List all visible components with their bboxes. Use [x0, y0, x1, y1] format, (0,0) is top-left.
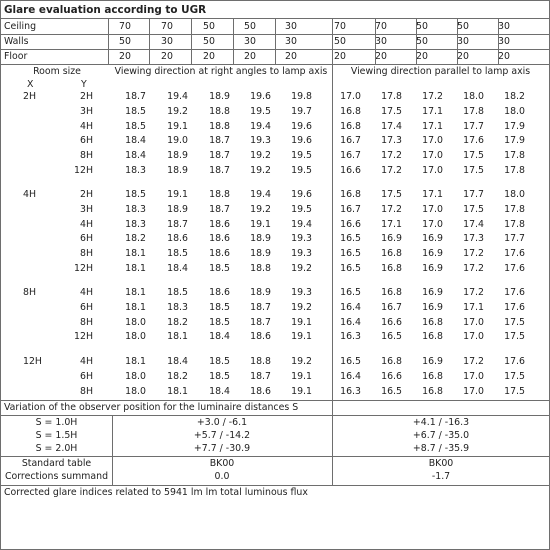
standard-table-label: Standard table — [21, 458, 92, 469]
reflectance-value: 50 — [119, 36, 131, 47]
corrections-perpendicular: 0.0 — [214, 471, 230, 482]
ugr-value-parallel: 16.4 — [340, 370, 361, 382]
room-y-label: 4H — [79, 356, 93, 367]
ugr-value-parallel: 17.8 — [504, 150, 525, 162]
ugr-value-perpendicular: 18.0 — [125, 370, 146, 382]
ugr-value-parallel: 18.2 — [504, 91, 525, 102]
ugr-value-perpendicular: 18.0 — [125, 331, 146, 343]
ugr-value-perpendicular: 18.2 — [167, 370, 188, 382]
standard-table-perpendicular: BK00 — [209, 458, 235, 469]
ugr-value-perpendicular: 18.2 — [167, 316, 188, 328]
ugr-value-parallel: 16.6 — [381, 370, 402, 382]
ugr-value-parallel: 17.2 — [463, 248, 484, 260]
reflectance-label: Floor — [4, 51, 28, 62]
ugr-value-parallel: 18.0 — [463, 91, 484, 102]
ugr-value-perpendicular: 19.4 — [250, 120, 271, 132]
ugr-value-parallel: 16.9 — [422, 301, 443, 313]
ugr-value-parallel: 17.6 — [504, 248, 525, 260]
ugr-value-perpendicular: 18.8 — [209, 120, 230, 132]
ugr-value-parallel: 17.7 — [463, 189, 484, 200]
ugr-value-perpendicular: 18.5 — [209, 316, 230, 328]
ugr-value-parallel: 17.1 — [381, 218, 402, 230]
ugr-value-perpendicular: 18.5 — [209, 356, 230, 367]
ugr-value-parallel: 16.8 — [422, 316, 443, 328]
ugr-value-perpendicular: 18.7 — [209, 203, 230, 215]
ugr-value-perpendicular: 18.8 — [250, 356, 271, 367]
room-y-label: 6H — [79, 301, 93, 313]
reflectance-value: 20 — [203, 51, 215, 62]
ugr-value-perpendicular: 18.3 — [167, 301, 188, 313]
ugr-value-parallel: 17.8 — [504, 218, 525, 230]
ugr-value-parallel: 17.0 — [340, 91, 361, 102]
ugr-value-parallel: 16.5 — [381, 385, 402, 397]
ugr-value-parallel: 16.3 — [340, 331, 361, 343]
standard-table-parallel: BK00 — [428, 458, 454, 469]
ugr-value-perpendicular: 19.6 — [291, 120, 312, 132]
reflectance-value: 20 — [334, 51, 346, 62]
ugr-value-parallel: 17.5 — [504, 385, 525, 397]
ugr-value-parallel: 17.8 — [463, 105, 484, 117]
ugr-value-perpendicular: 19.3 — [291, 233, 312, 245]
ugr-value-perpendicular: 19.2 — [291, 356, 312, 367]
ugr-value-parallel: 17.9 — [504, 135, 525, 147]
ugr-value-perpendicular: 19.6 — [291, 189, 312, 200]
ugr-value-perpendicular: 18.9 — [250, 233, 271, 245]
ugr-value-perpendicular: 19.2 — [250, 165, 271, 176]
divider — [108, 19, 109, 64]
ugr-value-parallel: 17.0 — [463, 331, 484, 343]
room-x-label: 8H — [23, 287, 37, 298]
ugr-value-parallel: 17.8 — [504, 203, 525, 215]
ugr-value-parallel: 17.9 — [504, 120, 525, 132]
reflectance-value: 50 — [334, 36, 346, 47]
room-y-label: 8H — [79, 248, 93, 260]
ugr-value-perpendicular: 19.2 — [250, 203, 271, 215]
room-x-label: 4H — [23, 189, 37, 200]
ugr-value-perpendicular: 19.5 — [291, 165, 312, 176]
ugr-value-perpendicular: 19.4 — [291, 218, 312, 230]
room-y-label: 12H — [74, 331, 93, 343]
divider — [1, 415, 549, 416]
ugr-value-parallel: 17.2 — [463, 356, 484, 367]
room-y-label: 4H — [79, 287, 93, 298]
reflectance-value: 50 — [416, 21, 428, 32]
ugr-value-perpendicular: 18.4 — [125, 150, 146, 162]
divider — [1, 64, 549, 65]
ugr-value-perpendicular: 18.6 — [209, 248, 230, 260]
ugr-value-parallel: 17.1 — [422, 189, 443, 200]
ugr-value-perpendicular: 18.7 — [250, 370, 271, 382]
ugr-value-parallel: 16.7 — [340, 150, 361, 162]
ugr-value-perpendicular: 18.6 — [209, 233, 230, 245]
ugr-value-parallel: 17.8 — [504, 165, 525, 176]
divider — [375, 19, 376, 64]
ugr-value-perpendicular: 18.7 — [250, 301, 271, 313]
ugr-value-parallel: 17.1 — [422, 105, 443, 117]
ugr-value-perpendicular: 18.6 — [209, 287, 230, 298]
ugr-value-perpendicular: 18.1 — [125, 287, 146, 298]
ugr-value-parallel: 17.2 — [381, 165, 402, 176]
ugr-value-parallel: 16.3 — [340, 385, 361, 397]
reflectance-label: Walls — [4, 36, 29, 47]
reflectance-value: 50 — [244, 21, 256, 32]
ugr-value-parallel: 17.5 — [463, 150, 484, 162]
room-size-header: Room size — [33, 66, 81, 77]
variation-parallel: +6.7 / -35.0 — [412, 430, 470, 441]
ugr-value-perpendicular: 19.2 — [167, 105, 188, 117]
ugr-value-parallel: 17.0 — [422, 203, 443, 215]
ugr-value-perpendicular: 18.4 — [209, 331, 230, 343]
reflectance-value: 20 — [375, 51, 387, 62]
ugr-value-perpendicular: 18.6 — [250, 331, 271, 343]
ugr-value-perpendicular: 18.7 — [209, 165, 230, 176]
room-x-label: 2H — [23, 91, 37, 102]
divider — [332, 19, 333, 64]
reflectance-value: 30 — [161, 36, 173, 47]
ugr-value-parallel: 16.6 — [340, 218, 361, 230]
direction-parallel-header: Viewing direction parallel to lamp axis — [350, 66, 531, 77]
room-y-label: 4H — [79, 218, 93, 230]
room-y-label: 3H — [79, 203, 93, 215]
reflectance-value: 30 — [244, 36, 256, 47]
ugr-value-parallel: 16.7 — [340, 135, 361, 147]
ugr-value-perpendicular: 19.4 — [250, 189, 271, 200]
ugr-value-perpendicular: 18.4 — [125, 135, 146, 147]
ugr-value-parallel: 17.6 — [504, 287, 525, 298]
ugr-value-parallel: 17.0 — [422, 165, 443, 176]
ugr-value-parallel: 16.9 — [422, 263, 443, 274]
direction-perpendicular-header: Viewing direction at right angles to lamp axis — [114, 66, 328, 77]
ugr-value-perpendicular: 18.9 — [167, 150, 188, 162]
ugr-value-parallel: 16.8 — [381, 287, 402, 298]
ugr-value-perpendicular: 18.5 — [209, 263, 230, 274]
ugr-value-parallel: 16.4 — [340, 301, 361, 313]
corrections-parallel: -1.7 — [431, 471, 451, 482]
ugr-value-parallel: 16.5 — [340, 356, 361, 367]
ugr-value-parallel: 17.7 — [463, 120, 484, 132]
ugr-value-perpendicular: 18.5 — [167, 248, 188, 260]
room-y-label: 6H — [79, 233, 93, 245]
ugr-value-perpendicular: 19.6 — [250, 91, 271, 102]
variation-label: S = 2.0H — [35, 443, 78, 454]
room-y-label: 8H — [79, 385, 93, 397]
room-y-label: 12H — [74, 263, 93, 274]
ugr-value-perpendicular: 18.3 — [125, 218, 146, 230]
ugr-value-perpendicular: 18.9 — [250, 248, 271, 260]
ugr-value-parallel: 16.8 — [381, 248, 402, 260]
ugr-value-perpendicular: 19.5 — [291, 150, 312, 162]
divider — [1, 456, 549, 457]
ugr-value-perpendicular: 18.1 — [167, 385, 188, 397]
ugr-value-perpendicular: 18.1 — [167, 331, 188, 343]
variation-title: Variation of the observer position for the luminaire distances S — [4, 402, 299, 413]
reflectance-value: 70 — [375, 21, 387, 32]
reflectance-value: 20 — [498, 51, 510, 62]
ugr-value-parallel: 16.8 — [381, 356, 402, 367]
ugr-value-parallel: 16.5 — [340, 263, 361, 274]
ugr-value-parallel: 16.9 — [381, 233, 402, 245]
ugr-value-parallel: 17.5 — [504, 316, 525, 328]
room-y-label: 12H — [74, 165, 93, 176]
reflectance-value: 20 — [119, 51, 131, 62]
ugr-value-perpendicular: 18.4 — [209, 385, 230, 397]
table-title: Glare evaluation according to UGR — [1, 1, 549, 19]
ugr-value-perpendicular: 18.2 — [125, 233, 146, 245]
room-y-label: 8H — [79, 150, 93, 162]
ugr-value-parallel: 17.4 — [381, 120, 402, 132]
ugr-value-perpendicular: 19.3 — [291, 287, 312, 298]
reflectance-label: Ceiling — [4, 21, 37, 32]
ugr-value-perpendicular: 19.5 — [250, 105, 271, 117]
ugr-value-perpendicular: 19.3 — [291, 248, 312, 260]
ugr-value-perpendicular: 18.5 — [209, 301, 230, 313]
room-y-label: 2H — [79, 91, 93, 102]
ugr-value-perpendicular: 18.6 — [209, 218, 230, 230]
ugr-value-parallel: 16.8 — [381, 263, 402, 274]
variation-perpendicular: +3.0 / -6.1 — [196, 417, 248, 428]
ugr-value-parallel: 17.4 — [463, 218, 484, 230]
ugr-value-parallel: 17.5 — [463, 165, 484, 176]
ugr-value-parallel: 17.1 — [463, 301, 484, 313]
room-x-label: 12H — [23, 356, 42, 367]
ugr-value-perpendicular: 19.5 — [291, 203, 312, 215]
reflectance-value: 30 — [375, 36, 387, 47]
reflectance-value: 20 — [457, 51, 469, 62]
ugr-value-parallel: 16.5 — [340, 287, 361, 298]
divider — [1, 400, 549, 401]
divider — [233, 19, 234, 64]
ugr-value-parallel: 16.8 — [422, 370, 443, 382]
variation-perpendicular: +5.7 / -14.2 — [193, 430, 251, 441]
ugr-value-perpendicular: 18.3 — [125, 203, 146, 215]
ugr-value-parallel: 16.8 — [340, 105, 361, 117]
ugr-value-parallel: 17.0 — [463, 316, 484, 328]
ugr-value-perpendicular: 18.9 — [167, 165, 188, 176]
ugr-value-parallel: 17.6 — [504, 263, 525, 274]
ugr-value-parallel: 17.3 — [463, 233, 484, 245]
ugr-value-perpendicular: 18.1 — [125, 248, 146, 260]
ugr-value-parallel: 17.2 — [463, 263, 484, 274]
ugr-value-perpendicular: 19.8 — [291, 91, 312, 102]
ugr-value-perpendicular: 19.2 — [291, 263, 312, 274]
reflectance-value: 20 — [416, 51, 428, 62]
ugr-value-perpendicular: 18.4 — [167, 356, 188, 367]
reflectance-value: 30 — [457, 36, 469, 47]
reflectance-value: 30 — [285, 36, 297, 47]
ugr-value-parallel: 17.8 — [381, 91, 402, 102]
ugr-value-parallel: 16.9 — [422, 233, 443, 245]
reflectance-value: 70 — [161, 21, 173, 32]
ugr-value-perpendicular: 18.0 — [125, 385, 146, 397]
ugr-value-parallel: 16.7 — [340, 203, 361, 215]
ugr-value-parallel: 17.0 — [463, 370, 484, 382]
ugr-value-perpendicular: 18.9 — [167, 203, 188, 215]
ugr-value-perpendicular: 18.6 — [250, 385, 271, 397]
ugr-value-perpendicular: 19.1 — [291, 385, 312, 397]
ugr-value-perpendicular: 18.7 — [209, 135, 230, 147]
divider — [191, 19, 192, 64]
variation-parallel: +4.1 / -16.3 — [412, 417, 470, 428]
ugr-value-parallel: 17.5 — [381, 189, 402, 200]
ugr-value-perpendicular: 18.5 — [125, 105, 146, 117]
ugr-value-parallel: 18.0 — [504, 105, 525, 117]
ugr-value-perpendicular: 18.5 — [125, 120, 146, 132]
ugr-value-perpendicular: 19.1 — [291, 331, 312, 343]
ugr-value-perpendicular: 18.7 — [209, 150, 230, 162]
ugr-value-perpendicular: 18.3 — [125, 165, 146, 176]
ugr-value-parallel: 18.0 — [504, 189, 525, 200]
ugr-value-parallel: 17.2 — [463, 287, 484, 298]
corrections-label: Corrections summand — [4, 471, 109, 482]
ugr-value-parallel: 17.2 — [381, 150, 402, 162]
ugr-value-perpendicular: 19.1 — [250, 218, 271, 230]
room-y-label: 6H — [79, 370, 93, 382]
ugr-value-parallel: 16.5 — [340, 248, 361, 260]
ugr-value-perpendicular: 18.8 — [209, 189, 230, 200]
x-header: X — [27, 79, 34, 90]
divider — [416, 19, 417, 64]
ugr-value-perpendicular: 19.7 — [291, 105, 312, 117]
reflectance-value: 30 — [285, 21, 297, 32]
ugr-value-perpendicular: 18.4 — [167, 263, 188, 274]
ugr-value-parallel: 16.6 — [381, 316, 402, 328]
ugr-value-perpendicular: 18.5 — [125, 189, 146, 200]
reflectance-value: 50 — [203, 36, 215, 47]
room-y-label: 4H — [79, 120, 93, 132]
ugr-value-parallel: 16.9 — [422, 248, 443, 260]
ugr-value-perpendicular: 19.0 — [167, 135, 188, 147]
ugr-value-perpendicular: 18.7 — [167, 218, 188, 230]
variation-label: S = 1.0H — [35, 417, 78, 428]
reflectance-value: 50 — [457, 21, 469, 32]
ugr-value-perpendicular: 18.7 — [250, 316, 271, 328]
ugr-value-parallel: 16.6 — [340, 165, 361, 176]
reflectance-value: 50 — [416, 36, 428, 47]
ugr-value-perpendicular: 19.3 — [250, 135, 271, 147]
ugr-value-parallel: 17.5 — [463, 203, 484, 215]
ugr-value-perpendicular: 18.5 — [209, 370, 230, 382]
ugr-value-perpendicular: 19.1 — [167, 189, 188, 200]
ugr-value-perpendicular: 19.1 — [167, 120, 188, 132]
ugr-value-perpendicular: 18.1 — [125, 263, 146, 274]
room-y-label: 6H — [79, 135, 93, 147]
reflectance-value: 20 — [285, 51, 297, 62]
ugr-value-perpendicular: 19.2 — [250, 150, 271, 162]
ugr-value-parallel: 16.5 — [381, 331, 402, 343]
ugr-value-parallel: 17.0 — [422, 135, 443, 147]
ugr-value-parallel: 17.6 — [463, 135, 484, 147]
ugr-value-parallel: 17.7 — [504, 233, 525, 245]
ugr-value-parallel: 17.1 — [422, 120, 443, 132]
ugr-value-parallel: 16.5 — [340, 233, 361, 245]
ugr-value-perpendicular: 18.8 — [250, 263, 271, 274]
ugr-value-parallel: 17.6 — [504, 301, 525, 313]
ugr-value-perpendicular: 18.1 — [125, 356, 146, 367]
ugr-value-perpendicular: 19.2 — [291, 301, 312, 313]
ugr-value-perpendicular: 19.4 — [167, 91, 188, 102]
divider — [275, 19, 276, 64]
ugr-value-perpendicular: 19.1 — [291, 316, 312, 328]
divider — [457, 19, 458, 64]
footer-note: Corrected glare indices related to 5941 lm lm total luminous flux — [4, 487, 308, 498]
ugr-value-perpendicular: 18.9 — [250, 287, 271, 298]
ugr-value-parallel: 17.2 — [422, 91, 443, 102]
ugr-value-perpendicular: 18.5 — [167, 287, 188, 298]
ugr-value-parallel: 17.5 — [504, 331, 525, 343]
y-header: Y — [81, 79, 87, 90]
ugr-value-parallel: 17.3 — [381, 135, 402, 147]
room-y-label: 3H — [79, 105, 93, 117]
ugr-value-perpendicular: 18.1 — [125, 301, 146, 313]
reflectance-value: 20 — [161, 51, 173, 62]
ugr-value-perpendicular: 19.6 — [291, 135, 312, 147]
ugr-value-parallel: 16.7 — [381, 301, 402, 313]
ugr-value-parallel: 16.9 — [422, 356, 443, 367]
reflectance-value: 30 — [498, 21, 510, 32]
ugr-value-perpendicular: 18.8 — [209, 105, 230, 117]
ugr-value-perpendicular: 18.7 — [125, 91, 146, 102]
divider — [498, 19, 499, 64]
ugr-value-parallel: 17.5 — [504, 370, 525, 382]
ugr-value-parallel: 16.8 — [340, 189, 361, 200]
ugr-value-parallel: 16.8 — [422, 385, 443, 397]
variation-perpendicular: +7.7 / -30.9 — [193, 443, 251, 454]
ugr-value-parallel: 17.5 — [381, 105, 402, 117]
ugr-value-parallel: 17.0 — [422, 218, 443, 230]
divider — [149, 19, 150, 64]
ugr-value-parallel: 17.0 — [422, 150, 443, 162]
ugr-value-parallel: 17.0 — [463, 385, 484, 397]
ugr-value-perpendicular: 19.1 — [291, 370, 312, 382]
ugr-value-parallel: 16.9 — [422, 287, 443, 298]
reflectance-value: 20 — [244, 51, 256, 62]
variation-label: S = 1.5H — [35, 430, 78, 441]
reflectance-value: 30 — [498, 36, 510, 47]
ugr-value-parallel: 16.4 — [340, 316, 361, 328]
variation-parallel: +8.7 / -35.9 — [412, 443, 470, 454]
ugr-value-parallel: 17.2 — [381, 203, 402, 215]
ugr-value-perpendicular: 18.6 — [167, 233, 188, 245]
ugr-value-parallel: 16.8 — [340, 120, 361, 132]
room-y-label: 8H — [79, 316, 93, 328]
ugr-value-parallel: 16.8 — [422, 331, 443, 343]
room-y-label: 2H — [79, 189, 93, 200]
reflectance-value: 70 — [334, 21, 346, 32]
reflectance-value: 70 — [119, 21, 131, 32]
divider — [1, 485, 549, 486]
ugr-value-perpendicular: 18.9 — [209, 91, 230, 102]
ugr-value-parallel: 17.6 — [504, 356, 525, 367]
ugr-value-perpendicular: 18.0 — [125, 316, 146, 328]
reflectance-value: 50 — [203, 21, 215, 32]
